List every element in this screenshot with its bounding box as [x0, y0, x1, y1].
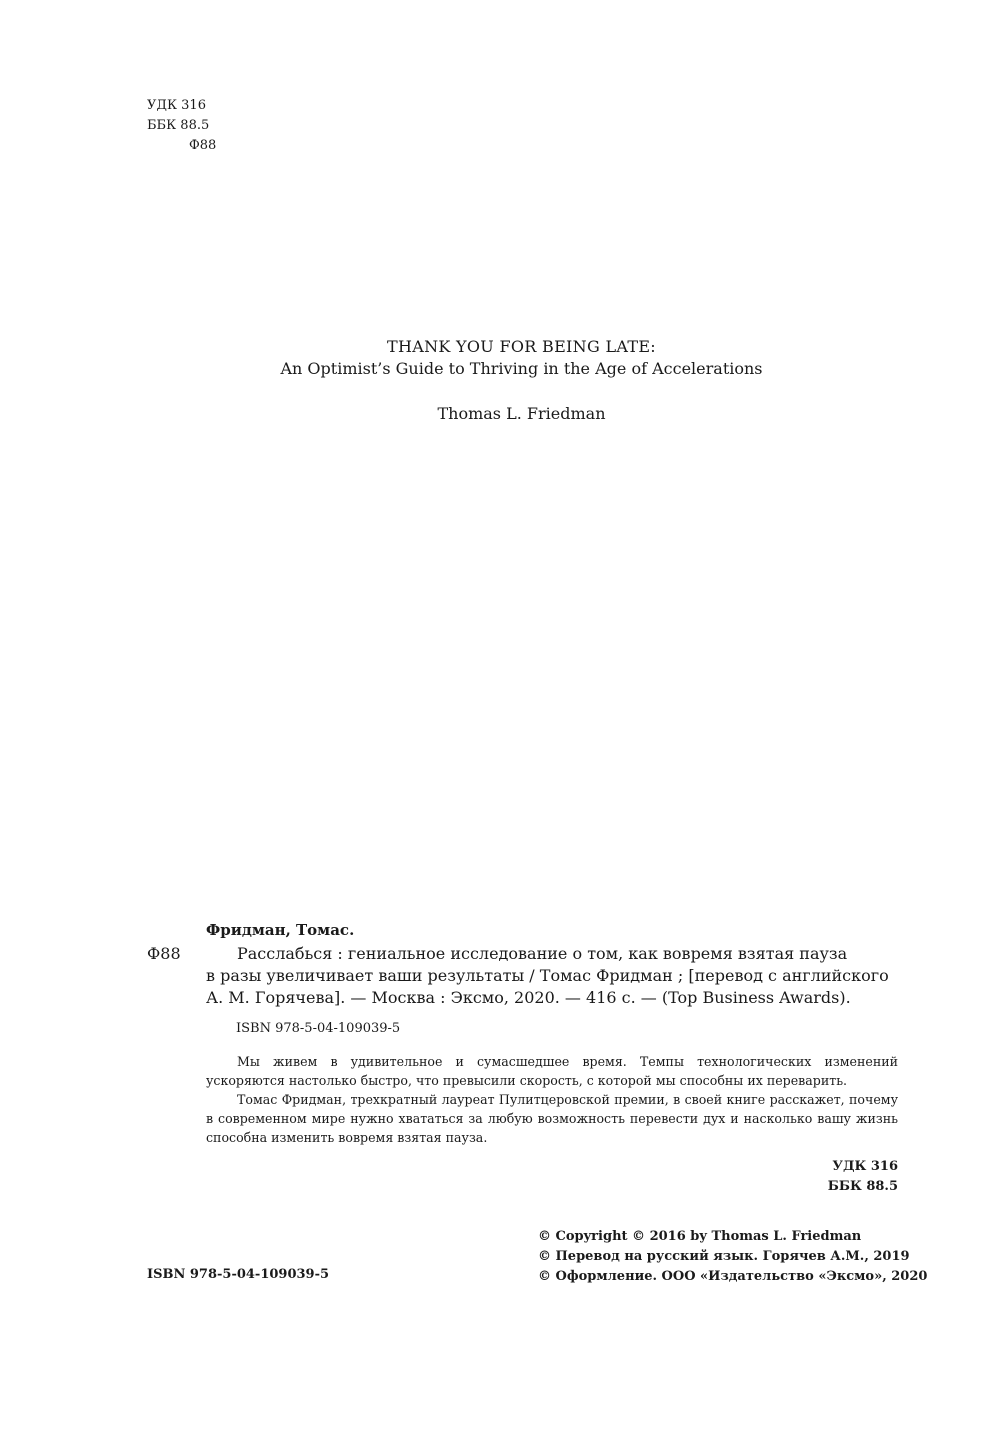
- annotation-paragraph: Мы живем в удивительное и сумасшедшее время. Темпы технологических изменений ускоряются настолько быстро, что превысили скорость, с которой мы способны их переварить.: [206, 1054, 898, 1088]
- annotation: [206, 1052, 898, 1147]
- bib-line: в разы увеличивает ваши результаты / Томас Фридман ; [перевод с английского: [206, 966, 889, 985]
- udk-code-right: УДК 316: [832, 1159, 898, 1174]
- annotation-paragraph: Томас Фридман, трехкратный лауреат Пулитцеровской премии, в своей книге расскажет, почему в современном мире нужно хвататься за любую возможность перевести дух и насколько вашу жизнь способна изменить вовремя взятая пауза.: [206, 1092, 898, 1145]
- copyright-block: [538, 1227, 927, 1287]
- copyright-line: © Перевод на русский язык. Горячев А.М., 2019: [538, 1249, 910, 1264]
- bib-isbn: ISBN 978-5-04-109039-5: [236, 1021, 401, 1036]
- bib-heading: Фридман, Томас.: [206, 921, 355, 939]
- bib-line: А. М. Горячева]. — Москва : Эксмо, 2020. — 416 с. — (Top Business Awards).: [206, 988, 851, 1007]
- author-mark: Ф88: [189, 138, 217, 153]
- bib-line: Расслабься : гениальное исследование о том, как вовремя взятая пауза: [237, 944, 848, 963]
- bbk-code: ББК 88.5: [147, 118, 210, 133]
- udk-code: УДК 316: [147, 98, 206, 113]
- bbk-code-right: ББК 88.5: [827, 1179, 898, 1194]
- original-author: Thomas L. Friedman: [437, 404, 606, 423]
- original-title: THANK YOU FOR BEING LATE:: [387, 337, 656, 356]
- classification-right: [828, 1157, 898, 1197]
- copyright-line: © Copyright © 2016 by Thomas L. Friedman: [538, 1229, 862, 1244]
- copyright-line: © Оформление. ООО «Издательство «Эксмо», 2020: [538, 1269, 928, 1284]
- isbn-bottom: ISBN 978-5-04-109039-5: [147, 1267, 330, 1282]
- bib-description: [206, 943, 898, 1009]
- original-subtitle: An Optimist’s Guide to Thriving in the Age of Accelerations: [280, 359, 763, 378]
- bib-code: Ф88: [147, 944, 181, 963]
- classification-block: [147, 96, 216, 156]
